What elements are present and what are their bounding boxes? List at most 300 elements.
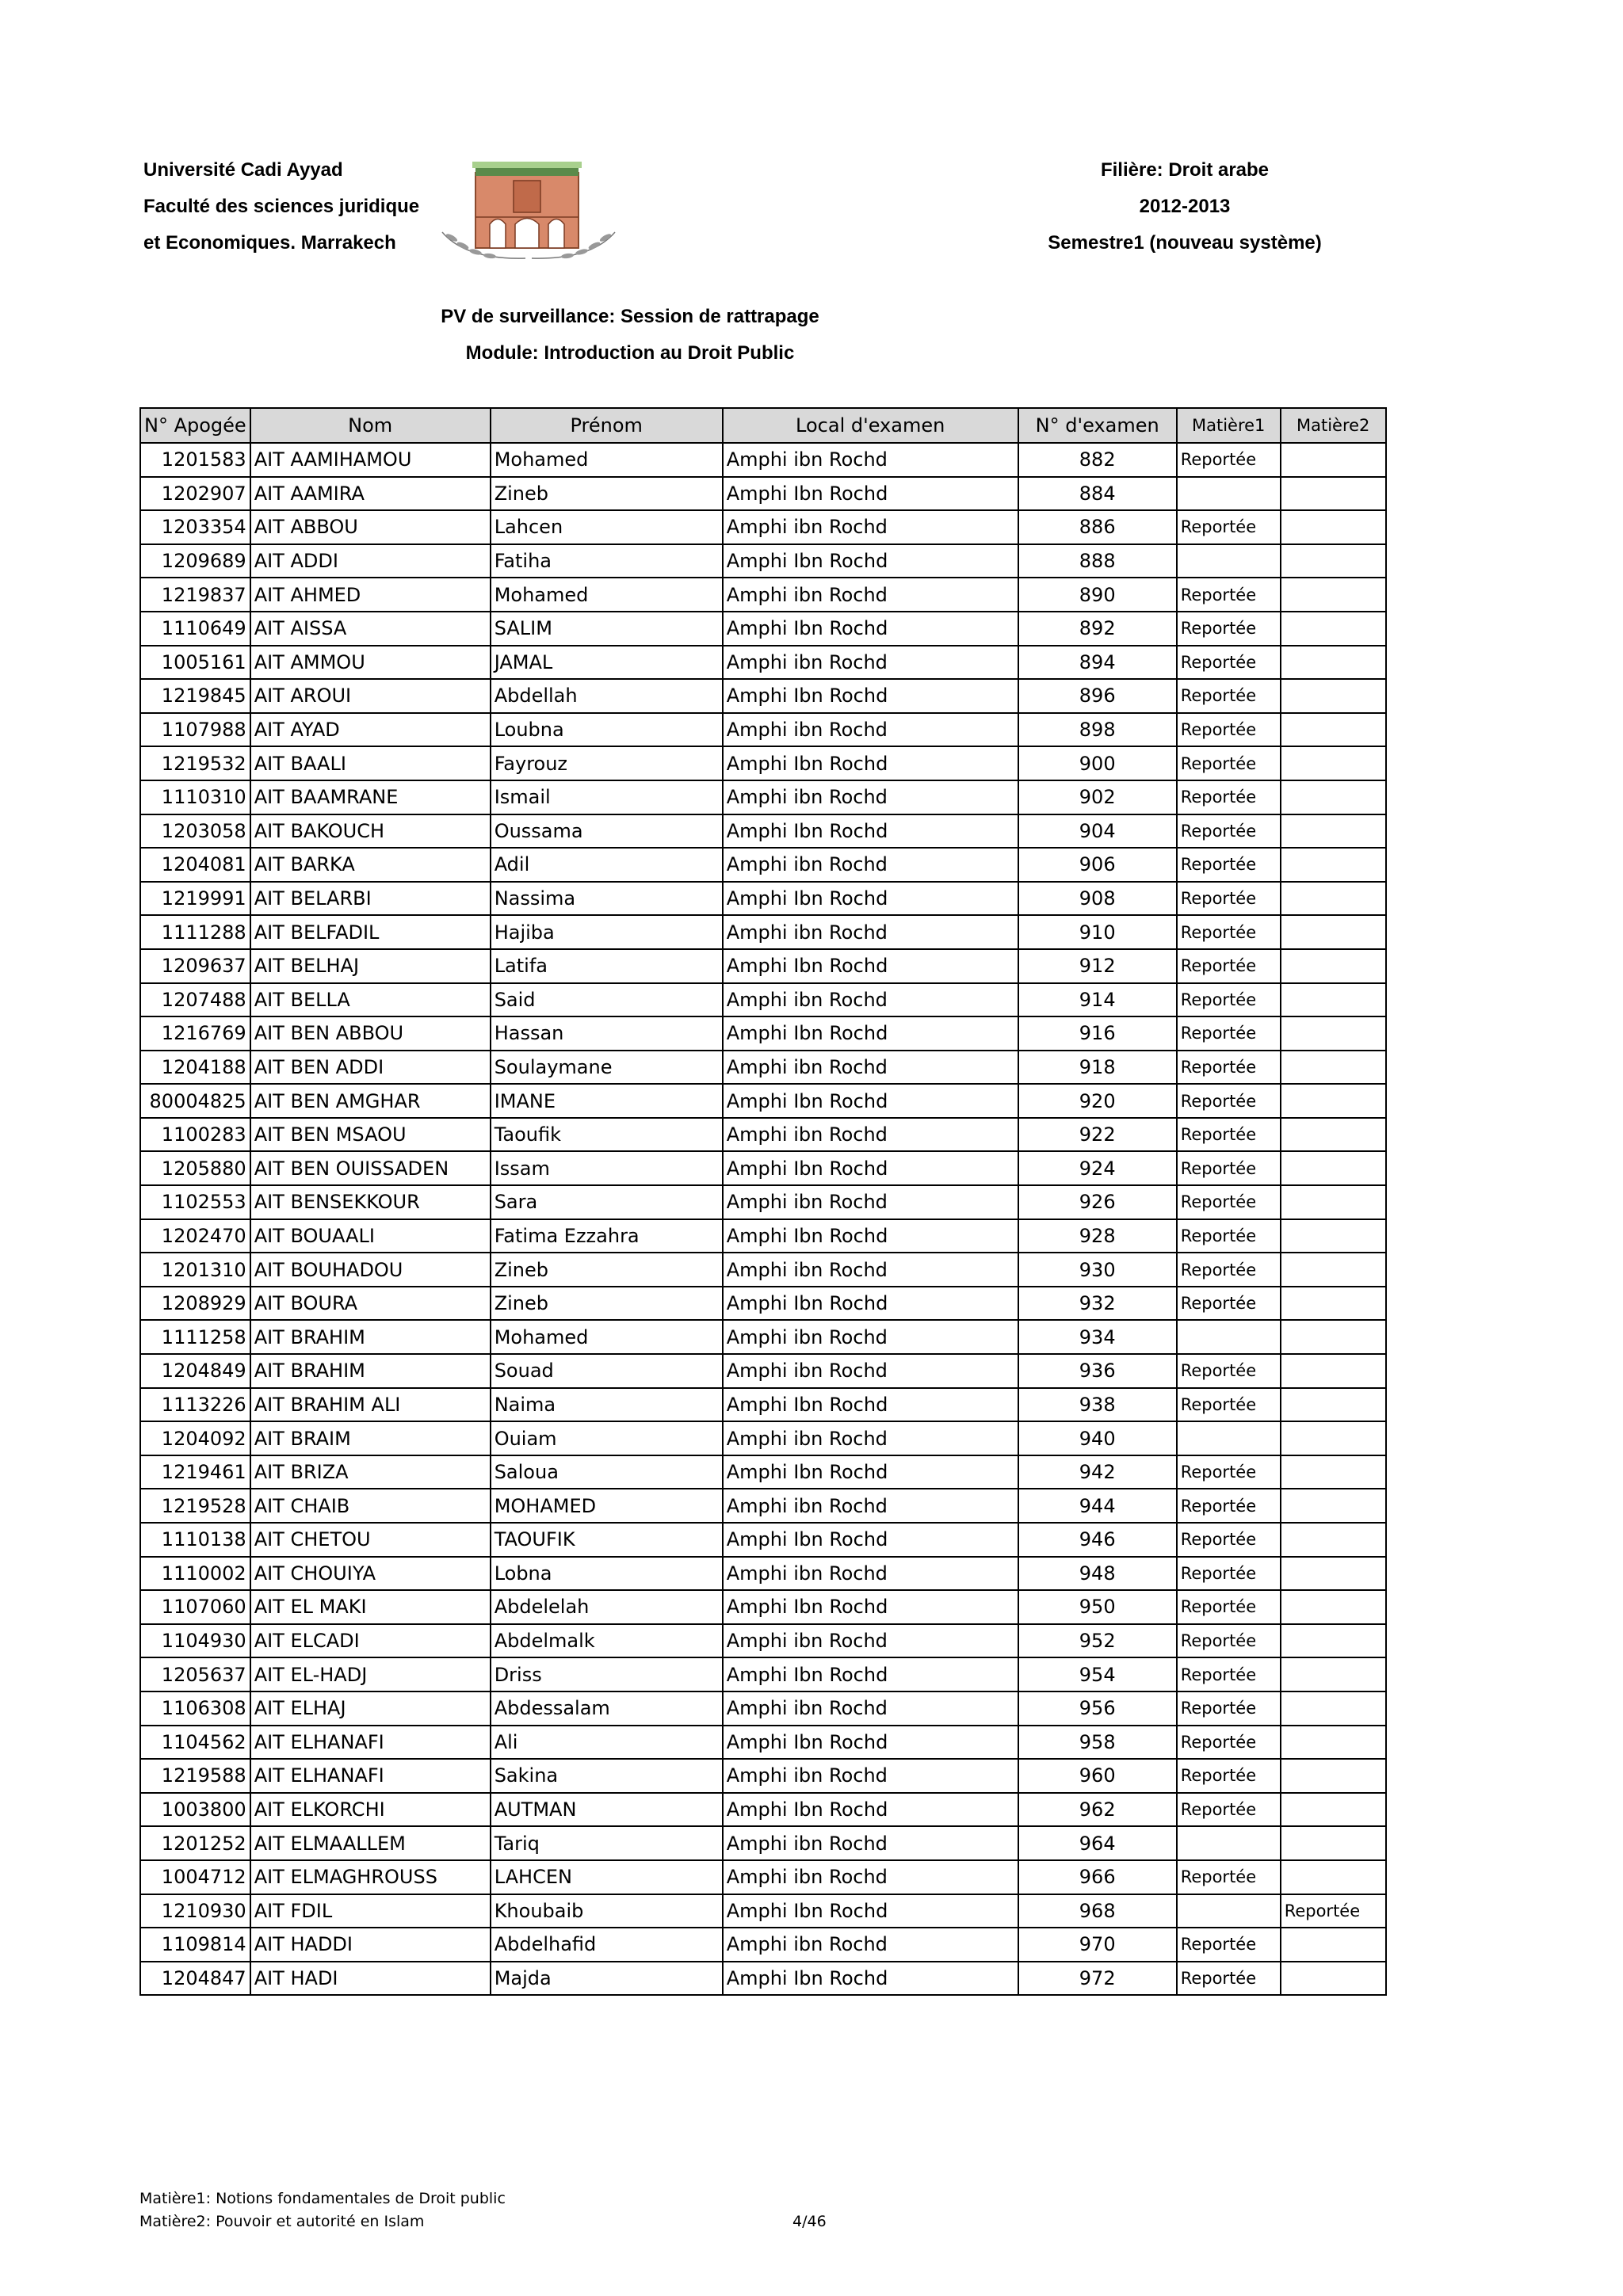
cell-local: Amphi ibn Rochd bbox=[723, 848, 1018, 882]
cell-matiere1: Reportée bbox=[1177, 1691, 1281, 1726]
table-row bbox=[140, 1421, 1386, 1455]
cell-exam-number: 914 bbox=[1018, 983, 1177, 1017]
surveillance-table bbox=[139, 407, 1387, 1996]
cell-prenom: LAHCEN bbox=[491, 1860, 723, 1894]
col-header-apogee: N° Apogée bbox=[140, 408, 250, 443]
cell-matiere1: Reportée bbox=[1177, 882, 1281, 916]
table-row bbox=[140, 1624, 1386, 1658]
cell-exam-number: 966 bbox=[1018, 1860, 1177, 1894]
cell-local: Amphi ibn Rochd bbox=[723, 1354, 1018, 1388]
cell-local: Amphi ibn Rochd bbox=[723, 578, 1018, 612]
cell-matiere2 bbox=[1281, 780, 1386, 814]
cell-local: Amphi ibn Rochd bbox=[723, 713, 1018, 747]
cell-prenom: Souad bbox=[491, 1354, 723, 1388]
cell-prenom: Zineb bbox=[491, 1287, 723, 1321]
cell-matiere2 bbox=[1281, 1185, 1386, 1219]
cell-prenom: Hajiba bbox=[491, 915, 723, 949]
cell-matiere2 bbox=[1281, 1287, 1386, 1321]
cell-nom: AIT BRIZA bbox=[250, 1455, 491, 1489]
cell-matiere2 bbox=[1281, 1354, 1386, 1388]
cell-nom: AIT ELHANAFI bbox=[250, 1759, 491, 1793]
cell-local: Amphi Ibn Rochd bbox=[723, 1016, 1018, 1051]
table-row bbox=[140, 848, 1386, 882]
cell-nom: AIT BAAMRANE bbox=[250, 780, 491, 814]
col-header-matiere1: Matière1 bbox=[1177, 408, 1281, 443]
cell-local: Amphi Ibn Rochd bbox=[723, 1219, 1018, 1253]
cell-matiere2 bbox=[1281, 443, 1386, 477]
cell-prenom: Ouiam bbox=[491, 1421, 723, 1455]
cell-nom: AIT BRAHIM bbox=[250, 1320, 491, 1354]
cell-prenom: Zineb bbox=[491, 1253, 723, 1287]
cell-exam-number: 892 bbox=[1018, 612, 1177, 646]
table-row bbox=[140, 1388, 1386, 1422]
table-row bbox=[140, 1793, 1386, 1827]
cell-apogee: 1107060 bbox=[140, 1590, 250, 1624]
table-row bbox=[140, 1523, 1386, 1557]
cell-local: Amphi ibn Rochd bbox=[723, 780, 1018, 814]
cell-exam-number: 960 bbox=[1018, 1759, 1177, 1793]
cell-prenom: Issam bbox=[491, 1151, 723, 1185]
cell-exam-number: 882 bbox=[1018, 443, 1177, 477]
cell-matiere1: Reportée bbox=[1177, 1624, 1281, 1658]
cell-nom: AIT ELCADI bbox=[250, 1624, 491, 1658]
table-row bbox=[140, 1557, 1386, 1591]
cell-prenom: SALIM bbox=[491, 612, 723, 646]
table-row bbox=[140, 1287, 1386, 1321]
cell-local: Amphi Ibn Rochd bbox=[723, 1523, 1018, 1557]
cell-exam-number: 944 bbox=[1018, 1489, 1177, 1523]
cell-prenom: Loubna bbox=[491, 713, 723, 747]
cell-apogee: 1219528 bbox=[140, 1489, 250, 1523]
cell-matiere2 bbox=[1281, 983, 1386, 1017]
table-row bbox=[140, 1826, 1386, 1860]
cell-matiere2 bbox=[1281, 646, 1386, 680]
cell-nom: AIT CHOUIYA bbox=[250, 1557, 491, 1591]
cell-exam-number: 922 bbox=[1018, 1118, 1177, 1152]
cell-matiere2 bbox=[1281, 1657, 1386, 1691]
cell-apogee: 1110002 bbox=[140, 1557, 250, 1591]
cell-local: Amphi Ibn Rochd bbox=[723, 1287, 1018, 1321]
cell-matiere1: Reportée bbox=[1177, 1388, 1281, 1422]
university-header bbox=[143, 158, 419, 268]
table-row bbox=[140, 612, 1386, 646]
cell-prenom: Taoufik bbox=[491, 1118, 723, 1152]
cell-nom: AIT ELHANAFI bbox=[250, 1726, 491, 1760]
table-row bbox=[140, 882, 1386, 916]
cell-nom: AIT CHAIB bbox=[250, 1489, 491, 1523]
cell-exam-number: 906 bbox=[1018, 848, 1177, 882]
table-row bbox=[140, 1185, 1386, 1219]
cell-apogee: 1109814 bbox=[140, 1928, 250, 1962]
cell-apogee: 1209637 bbox=[140, 949, 250, 983]
cell-prenom: Fatima Ezzahra bbox=[491, 1219, 723, 1253]
cell-matiere1: Reportée bbox=[1177, 1151, 1281, 1185]
cell-apogee: 1113226 bbox=[140, 1388, 250, 1422]
cell-prenom: Hassan bbox=[491, 1016, 723, 1051]
cell-apogee: 1205637 bbox=[140, 1657, 250, 1691]
table-row bbox=[140, 814, 1386, 849]
cell-nom: AIT ELMAGHROUSS bbox=[250, 1860, 491, 1894]
footer-matiere1: Matière1: Notions fondamentales de Droit public bbox=[139, 2190, 506, 2207]
cell-matiere2 bbox=[1281, 1084, 1386, 1118]
cell-local: Amphi Ibn Rochd bbox=[723, 1962, 1018, 1996]
cell-local: Amphi Ibn Rochd bbox=[723, 1657, 1018, 1691]
cell-local: Amphi Ibn Rochd bbox=[723, 814, 1018, 849]
cell-prenom: Adil bbox=[491, 848, 723, 882]
cell-apogee: 1205880 bbox=[140, 1151, 250, 1185]
table-header-row bbox=[140, 408, 1386, 443]
table-row bbox=[140, 1118, 1386, 1152]
cell-prenom: Lahcen bbox=[491, 510, 723, 544]
table-row bbox=[140, 1253, 1386, 1287]
table-row bbox=[140, 1354, 1386, 1388]
cell-matiere1: Reportée bbox=[1177, 510, 1281, 544]
cell-nom: AIT EL MAKI bbox=[250, 1590, 491, 1624]
cell-apogee: 1219845 bbox=[140, 679, 250, 713]
table-row bbox=[140, 1894, 1386, 1928]
cell-matiere2 bbox=[1281, 915, 1386, 949]
cell-apogee: 1202470 bbox=[140, 1219, 250, 1253]
cell-matiere1 bbox=[1177, 1421, 1281, 1455]
cell-prenom: TAOUFIK bbox=[491, 1523, 723, 1557]
cell-matiere2 bbox=[1281, 1726, 1386, 1760]
cell-matiere2 bbox=[1281, 1388, 1386, 1422]
cell-local: Amphi Ibn Rochd bbox=[723, 1151, 1018, 1185]
cell-local: Amphi Ibn Rochd bbox=[723, 612, 1018, 646]
cell-apogee: 1209689 bbox=[140, 544, 250, 578]
cell-apogee: 1107988 bbox=[140, 713, 250, 747]
cell-prenom: Abdelhafid bbox=[491, 1928, 723, 1962]
cell-nom: AIT BOUHADOU bbox=[250, 1253, 491, 1287]
cell-apogee: 1219837 bbox=[140, 578, 250, 612]
cell-matiere1: Reportée bbox=[1177, 1860, 1281, 1894]
cell-matiere2 bbox=[1281, 1320, 1386, 1354]
cell-exam-number: 938 bbox=[1018, 1388, 1177, 1422]
cell-apogee: 1203058 bbox=[140, 814, 250, 849]
cell-local: Amphi ibn Rochd bbox=[723, 1691, 1018, 1726]
cell-local: Amphi Ibn Rochd bbox=[723, 1590, 1018, 1624]
faculty-logo bbox=[434, 149, 623, 266]
cell-local: Amphi Ibn Rochd bbox=[723, 1084, 1018, 1118]
cell-nom: AIT BEN ABBOU bbox=[250, 1016, 491, 1051]
cell-nom: AIT BAKOUCH bbox=[250, 814, 491, 849]
cell-nom: AIT ELKORCHI bbox=[250, 1793, 491, 1827]
cell-matiere1: Reportée bbox=[1177, 1118, 1281, 1152]
cell-matiere1: Reportée bbox=[1177, 949, 1281, 983]
cell-exam-number: 904 bbox=[1018, 814, 1177, 849]
footer-matiere2: Matière2: Pouvoir et autorité en Islam bbox=[139, 2213, 425, 2230]
cell-nom: AIT EL-HADJ bbox=[250, 1657, 491, 1691]
cell-apogee: 1106308 bbox=[140, 1691, 250, 1726]
cell-local: Amphi ibn Rochd bbox=[723, 1320, 1018, 1354]
cell-local: Amphi ibn Rochd bbox=[723, 1421, 1018, 1455]
cell-matiere1: Reportée bbox=[1177, 1051, 1281, 1085]
cell-local: Amphi ibn Rochd bbox=[723, 1489, 1018, 1523]
table-row bbox=[140, 1759, 1386, 1793]
cell-prenom: IMANE bbox=[491, 1084, 723, 1118]
cell-exam-number: 948 bbox=[1018, 1557, 1177, 1591]
table-row bbox=[140, 949, 1386, 983]
cell-matiere1 bbox=[1177, 544, 1281, 578]
cell-exam-number: 926 bbox=[1018, 1185, 1177, 1219]
cell-matiere2 bbox=[1281, 1219, 1386, 1253]
col-header-prenom: Prénom bbox=[491, 408, 723, 443]
cell-exam-number: 898 bbox=[1018, 713, 1177, 747]
cell-prenom: Tariq bbox=[491, 1826, 723, 1860]
cell-exam-number: 924 bbox=[1018, 1151, 1177, 1185]
cell-exam-number: 932 bbox=[1018, 1287, 1177, 1321]
cell-local: Amphi ibn Rochd bbox=[723, 1928, 1018, 1962]
cell-exam-number: 896 bbox=[1018, 679, 1177, 713]
page-number: 4/46 bbox=[792, 2213, 827, 2230]
table-row bbox=[140, 713, 1386, 747]
cell-exam-number: 902 bbox=[1018, 780, 1177, 814]
cell-matiere1: Reportée bbox=[1177, 578, 1281, 612]
table-row bbox=[140, 1691, 1386, 1726]
table-row bbox=[140, 1489, 1386, 1523]
cell-nom: AIT BEN MSAOU bbox=[250, 1118, 491, 1152]
cell-apogee: 80004825 bbox=[140, 1084, 250, 1118]
cell-matiere1 bbox=[1177, 1826, 1281, 1860]
cell-apogee: 1204188 bbox=[140, 1051, 250, 1085]
cell-exam-number: 930 bbox=[1018, 1253, 1177, 1287]
cell-matiere2 bbox=[1281, 1421, 1386, 1455]
cell-apogee: 1204081 bbox=[140, 848, 250, 882]
cell-nom: AIT BOURA bbox=[250, 1287, 491, 1321]
table-row bbox=[140, 1726, 1386, 1760]
cell-prenom: Fayrouz bbox=[491, 746, 723, 780]
cell-local: Amphi ibn Rochd bbox=[723, 1557, 1018, 1591]
cell-matiere2 bbox=[1281, 1793, 1386, 1827]
cell-matiere1: Reportée bbox=[1177, 1016, 1281, 1051]
cell-matiere2 bbox=[1281, 1051, 1386, 1085]
cell-local: Amphi Ibn Rochd bbox=[723, 1793, 1018, 1827]
cell-local: Amphi ibn Rochd bbox=[723, 1051, 1018, 1085]
cell-matiere1: Reportée bbox=[1177, 1219, 1281, 1253]
cell-matiere1: Reportée bbox=[1177, 1726, 1281, 1760]
cell-prenom: Sara bbox=[491, 1185, 723, 1219]
cell-local: Amphi Ibn Rochd bbox=[723, 1894, 1018, 1928]
cell-prenom: Mohamed bbox=[491, 578, 723, 612]
col-header-exam-number: N° d'examen bbox=[1018, 408, 1177, 443]
cell-matiere2 bbox=[1281, 1759, 1386, 1793]
cell-prenom: Saloua bbox=[491, 1455, 723, 1489]
table-row bbox=[140, 578, 1386, 612]
table-row bbox=[140, 1860, 1386, 1894]
cell-nom: AIT AISSA bbox=[250, 612, 491, 646]
cell-matiere1: Reportée bbox=[1177, 679, 1281, 713]
cell-prenom: Ali bbox=[491, 1726, 723, 1760]
cell-exam-number: 908 bbox=[1018, 882, 1177, 916]
cell-matiere1: Reportée bbox=[1177, 1253, 1281, 1287]
table-row bbox=[140, 1590, 1386, 1624]
col-header-local: Local d'examen bbox=[723, 408, 1018, 443]
table-row bbox=[140, 1320, 1386, 1354]
cell-matiere1 bbox=[1177, 1320, 1281, 1354]
footer-legend bbox=[139, 2187, 506, 2233]
cell-local: Amphi ibn Rochd bbox=[723, 983, 1018, 1017]
cell-nom: AIT ELMAALLEM bbox=[250, 1826, 491, 1860]
cell-matiere1: Reportée bbox=[1177, 443, 1281, 477]
cell-local: Amphi ibn Rochd bbox=[723, 646, 1018, 680]
cell-nom: AIT BOUAALI bbox=[250, 1219, 491, 1253]
cell-matiere2 bbox=[1281, 814, 1386, 849]
cell-prenom: Driss bbox=[491, 1657, 723, 1691]
cell-nom: AIT ELHAJ bbox=[250, 1691, 491, 1726]
cell-nom: AIT BRAHIM ALI bbox=[250, 1388, 491, 1422]
cell-prenom: Mohamed bbox=[491, 1320, 723, 1354]
cell-matiere1: Reportée bbox=[1177, 1287, 1281, 1321]
cell-exam-number: 940 bbox=[1018, 1421, 1177, 1455]
cell-local: Amphi ibn Rochd bbox=[723, 1624, 1018, 1658]
table-row bbox=[140, 1151, 1386, 1185]
cell-nom: AIT BELFADIL bbox=[250, 915, 491, 949]
cell-prenom: Oussama bbox=[491, 814, 723, 849]
cell-matiere1: Reportée bbox=[1177, 780, 1281, 814]
cell-local: Amphi Ibn Rochd bbox=[723, 679, 1018, 713]
cell-nom: AIT BELARBI bbox=[250, 882, 491, 916]
cell-nom: AIT BRAIM bbox=[250, 1421, 491, 1455]
cell-apogee: 1201583 bbox=[140, 443, 250, 477]
cell-apogee: 1219991 bbox=[140, 882, 250, 916]
cell-matiere2 bbox=[1281, 746, 1386, 780]
cell-apogee: 1204847 bbox=[140, 1962, 250, 1996]
cell-exam-number: 888 bbox=[1018, 544, 1177, 578]
cell-apogee: 1201252 bbox=[140, 1826, 250, 1860]
cell-exam-number: 962 bbox=[1018, 1793, 1177, 1827]
cell-local: Amphi Ibn Rochd bbox=[723, 882, 1018, 916]
cell-apogee: 1219588 bbox=[140, 1759, 250, 1793]
cell-prenom: AUTMAN bbox=[491, 1793, 723, 1827]
table-row bbox=[140, 1657, 1386, 1691]
cell-exam-number: 972 bbox=[1018, 1962, 1177, 1996]
semester: Semestre1 (nouveau système) bbox=[1048, 232, 1322, 254]
cell-matiere1: Reportée bbox=[1177, 1590, 1281, 1624]
cell-matiere2 bbox=[1281, 882, 1386, 916]
cell-matiere2 bbox=[1281, 578, 1386, 612]
cell-local: Amphi Ibn Rochd bbox=[723, 1726, 1018, 1760]
cell-nom: AIT HADDI bbox=[250, 1928, 491, 1962]
cell-matiere2 bbox=[1281, 477, 1386, 511]
cell-matiere2 bbox=[1281, 679, 1386, 713]
cell-prenom: Said bbox=[491, 983, 723, 1017]
cell-prenom: Ismail bbox=[491, 780, 723, 814]
cell-exam-number: 884 bbox=[1018, 477, 1177, 511]
cell-matiere2: Reportée bbox=[1281, 1894, 1386, 1928]
cell-apogee: 1219461 bbox=[140, 1455, 250, 1489]
cell-matiere1 bbox=[1177, 1894, 1281, 1928]
cell-nom: AIT AHMED bbox=[250, 578, 491, 612]
cell-local: Amphi Ibn Rochd bbox=[723, 477, 1018, 511]
cell-apogee: 1204092 bbox=[140, 1421, 250, 1455]
cell-prenom: JAMAL bbox=[491, 646, 723, 680]
session-title: PV de surveillance: Session de rattrapage bbox=[441, 306, 819, 327]
cell-prenom: Abdellah bbox=[491, 679, 723, 713]
cell-apogee: 1110649 bbox=[140, 612, 250, 646]
cell-prenom: Latifa bbox=[491, 949, 723, 983]
cell-nom: AIT AYAD bbox=[250, 713, 491, 747]
cell-matiere1: Reportée bbox=[1177, 1793, 1281, 1827]
cell-nom: AIT BEN AMGHAR bbox=[250, 1084, 491, 1118]
table-row bbox=[140, 983, 1386, 1017]
cell-apogee: 1004712 bbox=[140, 1860, 250, 1894]
cell-local: Amphi ibn Rochd bbox=[723, 1826, 1018, 1860]
cell-matiere2 bbox=[1281, 1151, 1386, 1185]
cell-nom: AIT AMMOU bbox=[250, 646, 491, 680]
academic-year: 2012-2013 bbox=[1139, 196, 1231, 217]
cell-prenom: Majda bbox=[491, 1962, 723, 1996]
cell-matiere1: Reportée bbox=[1177, 1962, 1281, 1996]
table-row bbox=[140, 1928, 1386, 1962]
table-row bbox=[140, 477, 1386, 511]
cell-matiere1: Reportée bbox=[1177, 1759, 1281, 1793]
cell-exam-number: 950 bbox=[1018, 1590, 1177, 1624]
cell-exam-number: 890 bbox=[1018, 578, 1177, 612]
cell-nom: AIT AAMIRA bbox=[250, 477, 491, 511]
col-header-matiere2: Matière2 bbox=[1281, 408, 1386, 443]
cell-nom: AIT FDIL bbox=[250, 1894, 491, 1928]
cell-matiere1: Reportée bbox=[1177, 1657, 1281, 1691]
cell-matiere1: Reportée bbox=[1177, 1523, 1281, 1557]
cell-apogee: 1110138 bbox=[140, 1523, 250, 1557]
cell-nom: AIT BEN ADDI bbox=[250, 1051, 491, 1085]
program-filiere: Filière: Droit arabe bbox=[1100, 159, 1270, 181]
cell-matiere2 bbox=[1281, 1928, 1386, 1962]
cell-prenom: Soulaymane bbox=[491, 1051, 723, 1085]
table-row bbox=[140, 1219, 1386, 1253]
cell-matiere1: Reportée bbox=[1177, 1354, 1281, 1388]
cell-matiere2 bbox=[1281, 612, 1386, 646]
cell-matiere2 bbox=[1281, 1489, 1386, 1523]
cell-apogee: 1208929 bbox=[140, 1287, 250, 1321]
cell-nom: AIT BARKA bbox=[250, 848, 491, 882]
cell-local: Amphi ibn Rochd bbox=[723, 915, 1018, 949]
cell-apogee: 1219532 bbox=[140, 746, 250, 780]
table-row bbox=[140, 746, 1386, 780]
cell-prenom: MOHAMED bbox=[491, 1489, 723, 1523]
cell-matiere1: Reportée bbox=[1177, 848, 1281, 882]
table-row bbox=[140, 1051, 1386, 1085]
cell-local: Amphi Ibn Rochd bbox=[723, 544, 1018, 578]
cell-matiere1: Reportée bbox=[1177, 814, 1281, 849]
cell-matiere1: Reportée bbox=[1177, 612, 1281, 646]
cell-matiere1: Reportée bbox=[1177, 915, 1281, 949]
cell-nom: AIT HADI bbox=[250, 1962, 491, 1996]
cell-nom: AIT AAMIHAMOU bbox=[250, 443, 491, 477]
cell-matiere2 bbox=[1281, 848, 1386, 882]
cell-apogee: 1111258 bbox=[140, 1320, 250, 1354]
cell-nom: AIT BEN OUISSADEN bbox=[250, 1151, 491, 1185]
cell-local: Amphi ibn Rochd bbox=[723, 1253, 1018, 1287]
table-row bbox=[140, 780, 1386, 814]
cell-matiere2 bbox=[1281, 1691, 1386, 1726]
table-row bbox=[140, 1016, 1386, 1051]
cell-local: Amphi ibn Rochd bbox=[723, 1759, 1018, 1793]
cell-apogee: 1102553 bbox=[140, 1185, 250, 1219]
cell-apogee: 1203354 bbox=[140, 510, 250, 544]
cell-local: Amphi Ibn Rochd bbox=[723, 949, 1018, 983]
table-row bbox=[140, 1962, 1386, 1996]
cell-apogee: 1005161 bbox=[140, 646, 250, 680]
cell-exam-number: 894 bbox=[1018, 646, 1177, 680]
table-row bbox=[140, 1455, 1386, 1489]
table-body bbox=[140, 443, 1386, 1995]
cell-apogee: 1104562 bbox=[140, 1726, 250, 1760]
cell-matiere2 bbox=[1281, 1826, 1386, 1860]
cell-prenom: Abdelelah bbox=[491, 1590, 723, 1624]
cell-exam-number: 970 bbox=[1018, 1928, 1177, 1962]
cell-matiere1 bbox=[1177, 477, 1281, 511]
